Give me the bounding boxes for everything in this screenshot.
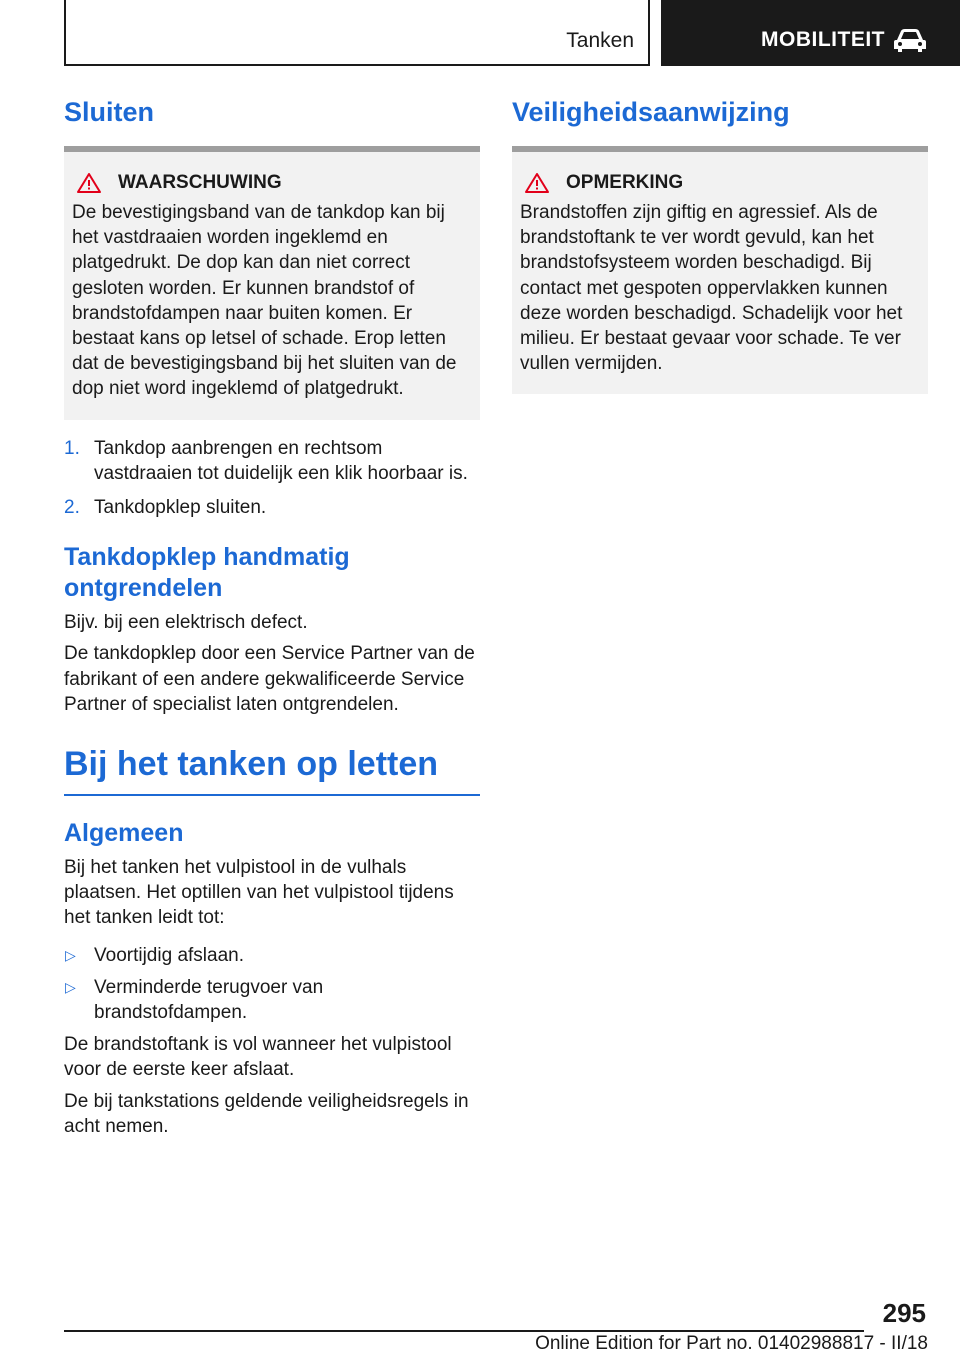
handmatig-heading: Tankdopklep handmatig ontgrendelen xyxy=(64,543,350,603)
tanken-heading: Bij het tanken op letten xyxy=(64,745,439,784)
step-number: 1. xyxy=(64,437,80,459)
section-title: Tanken xyxy=(566,29,634,52)
paragraph: De bij tankstations geldende veiligheidsregels in acht nemen. xyxy=(64,1090,469,1137)
triangle-bullet-icon: ▷ xyxy=(65,978,76,995)
veiligheid-heading: Veiligheidsaanwijzing xyxy=(512,97,790,127)
heading-underline xyxy=(64,794,480,796)
step-number: 2. xyxy=(64,497,80,519)
step-text: Tankdopklep sluiten. xyxy=(94,497,267,519)
list-item xyxy=(64,495,480,520)
list-item xyxy=(64,975,480,1025)
warning-text: De bevestigingsband van de tankdop kan bij het vastdraaien worden ingeklemd en platgedrukt. De dop kan dan niet correct gesloten worden. Er kunnen brandstof of brandstofdampen naar buiten komen. Er bestaat kans op letsel of schade. Erop letten dat de bevestigingsband bij het sluiten van de dop niet word ingeklemd of platgedrukt. xyxy=(72,202,457,400)
note-title: OPMERKING xyxy=(566,172,684,193)
algemeen-heading: Algemeen xyxy=(64,819,184,848)
warning-box xyxy=(64,152,480,420)
chapter-title: MOBILITEIT xyxy=(761,28,885,51)
sluiten-heading: Sluiten xyxy=(64,97,155,127)
section-tab xyxy=(64,0,650,66)
right-column xyxy=(512,96,928,394)
step-text: Tankdop aanbrengen en rechtsom vastdraaien tot duidelijk een klik hoorbaar is. xyxy=(94,437,468,484)
paragraph: De tankdopklep door een Service Partner van de fabrikant of een andere gekwalificeerde Service Partner of specialist laten ontgrendelen. xyxy=(64,643,475,715)
list-item xyxy=(64,436,480,486)
car-icon xyxy=(893,27,927,53)
page-header xyxy=(0,0,960,66)
triangle-bullet-icon: ▷ xyxy=(65,946,76,963)
bullet-text: Verminderde terugvoer van brandstofdampen. xyxy=(94,976,324,1024)
warning-title: WAARSCHUWING xyxy=(118,172,282,193)
warning-title-row xyxy=(72,170,472,196)
note-title-row xyxy=(520,170,920,196)
list-item xyxy=(64,943,480,968)
note-text: Brandstoffen zijn giftig en agressief. Als de brandstoftank te ver wordt gevuld, kan het brandstofsysteem worden beschadigd. Bij contact met gespoten oppervlakken kunnen deze worden beschadigd. Schadelijk voor het milieu. Er bestaat gevaar voor schade. Te ver vullen vermijden. xyxy=(520,202,903,375)
edition-text: Online Edition for Part no. 01402988817 - II/18 xyxy=(535,1333,928,1354)
warning-triangle-icon xyxy=(76,172,102,194)
paragraph: Bijv. bij een elektrisch defect. xyxy=(64,612,308,634)
paragraph: De brandstoftank is vol wanneer het vulpistool voor de eerste keer afslaat. xyxy=(64,1034,452,1081)
left-column xyxy=(64,96,480,1145)
note-box xyxy=(512,152,928,394)
footer-rule xyxy=(64,1330,864,1332)
page-number: 295 xyxy=(882,1298,926,1328)
chapter-tab xyxy=(661,0,960,66)
warning-triangle-icon xyxy=(524,172,550,194)
paragraph: Bij het tanken het vulpistool in de vulhals plaatsen. Het optillen van het vulpistool tijdens het tanken leidt tot: xyxy=(64,857,454,929)
bullet-text: Voortijdig afslaan. xyxy=(94,944,244,966)
steps-list xyxy=(64,436,480,521)
